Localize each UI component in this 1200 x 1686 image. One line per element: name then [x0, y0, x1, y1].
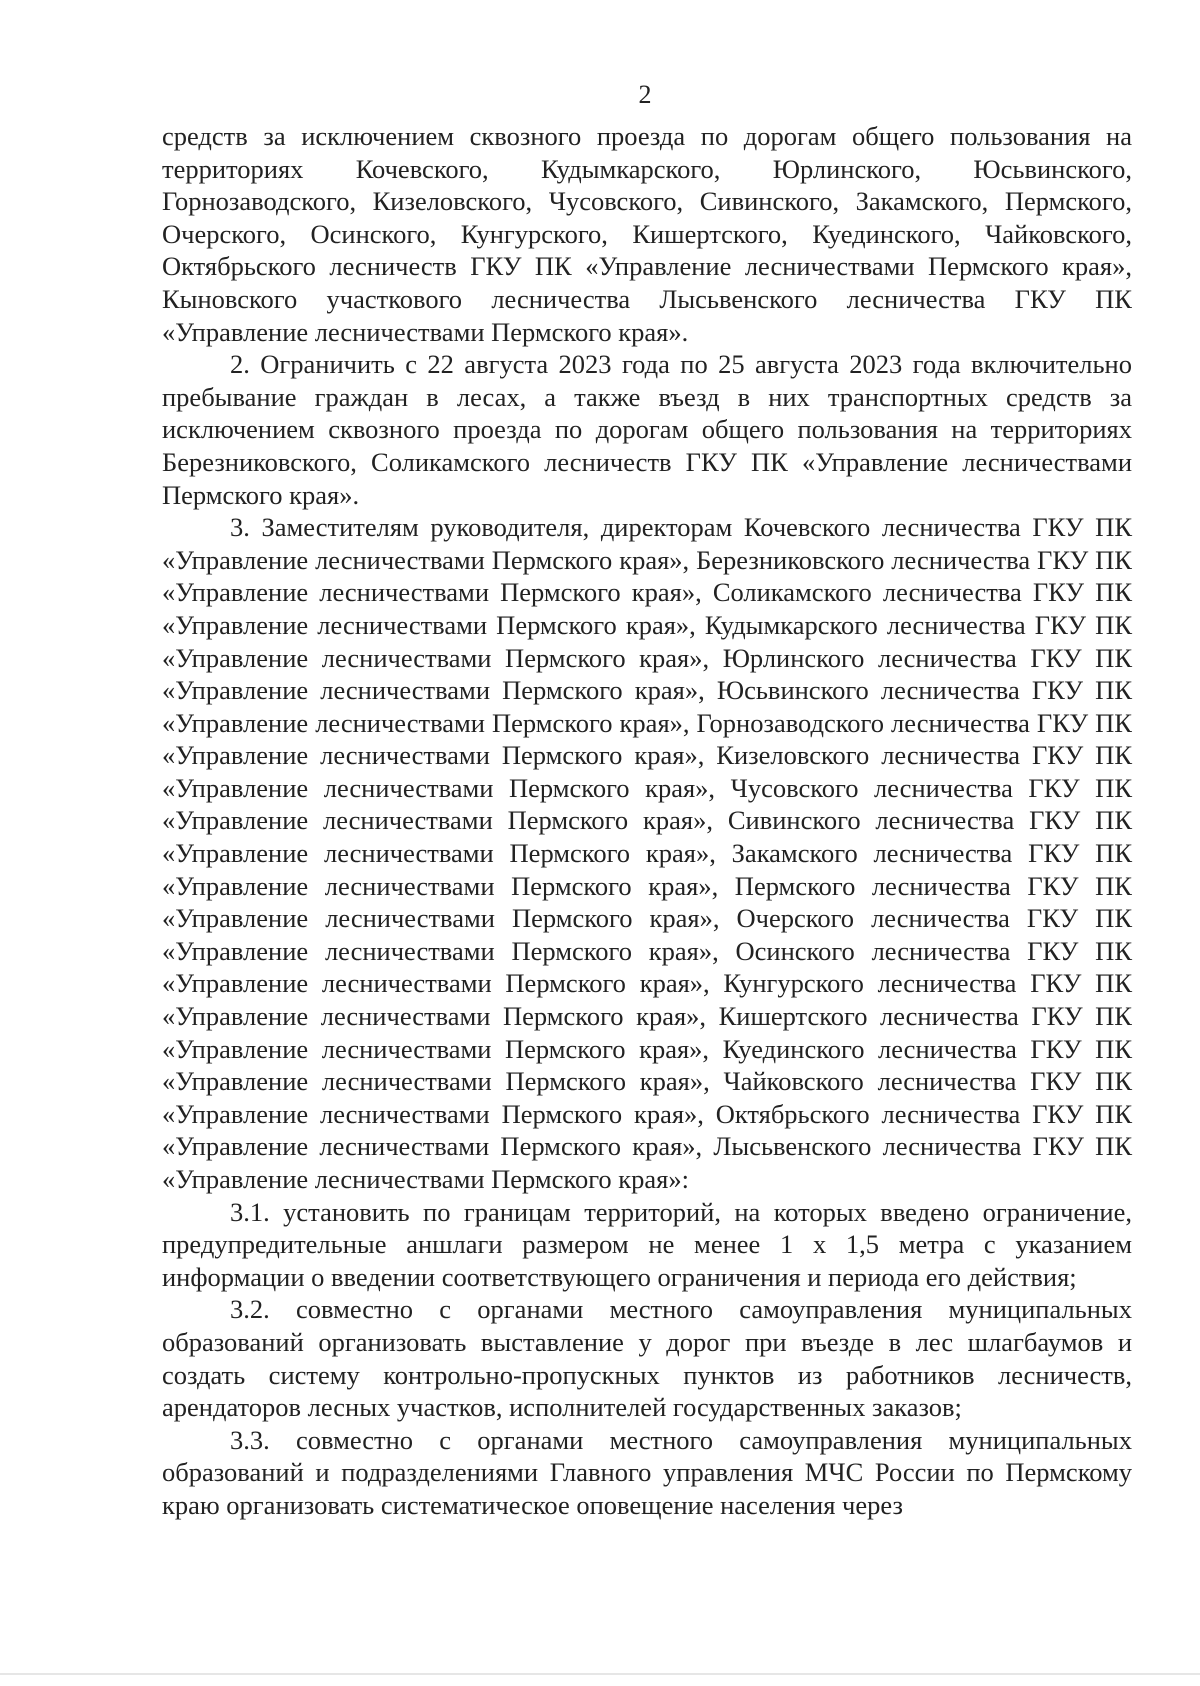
paragraph-item-2: 2. Ограничить с 22 августа 2023 года по 25 августа 2023 года включительно пребывание граждан в лесах, а также въезд в них транспортных средств за исключением сквозного проезда по дорогам общего пользования на территориях Березниковского, Соликамского лесничеств ГКУ ПК «Управление лесничествами Пермского края». [162, 349, 1132, 510]
document-body [162, 120, 1132, 1522]
paragraph-item-3-1: 3.1. установить по границам территорий, на которых введено ограничение, предупредительные аншлаги размером не менее 1 х 1,5 метра с указанием информации о введении соответствующего ограничения и периода его действия; [162, 1196, 1132, 1292]
paragraph-item-3-2: 3.2. совместно с органами местного самоуправления муниципальных образований организовать выставление у дорог при въезде в лес шлагбаумов и создать систему контрольно-пропускных пунктов из работников лесничеств, арендаторов лесных участков, исполнителей государственных заказов; [162, 1294, 1132, 1423]
paragraph-item-3-3: 3.3. совместно с органами местного самоуправления муниципальных образований и подразделениями Главного управления МЧС России по Пермскому краю организовать систематическое оповещение населения через [162, 1424, 1132, 1520]
page-number: 2 [638, 80, 652, 109]
paragraph-item-3: 3. Заместителям руководителя, директорам Кочевского лесничества ГКУ ПК «Управление лесничествами Пермского края», Березниковского лесничества ГКУ ПК «Управление лесничествами Пермского края», Соликамского лесничества ГКУ ПК «Управление лесничествами Пермского края», Кудымкарского лесничества ГКУ ПК «Управление лесничествами Пермского края», Юрлинского лесничества ГКУ ПК «Управление лесничествами Пермского края», Юсьвинского лесничества ГКУ ПК «Управление лесничествами Пермского края», Горнозаводского лесничества ГКУ ПК «Управление лесничествами Пермского края», Кизеловского лесничества ГКУ ПК «Управление лесничествами Пермского края», Чусовского лесничества ГКУ ПК «Управление лесничествами Пермского края», Сивинского лесничества ГКУ ПК «Управление лесничествами Пермского края», Закамского лесничества ГКУ ПК «Управление лесничествами Пермского края», Пермского лесничества ГКУ ПК «Управление лесничествами Пермского края», Очерского лесничества ГКУ ПК «Управление лесничествами Пермского края», Осинского лесничества ГКУ ПК «Управление лесничествами Пермского края», Кунгурского лесничества ГКУ ПК «Управление лесничествами Пермского края», Кишертского лесничества ГКУ ПК «Управление лесничествами Пермского края», Куединского лесничества ГКУ ПК «Управление лесничествами Пермского края», Чайковского лесничества ГКУ ПК «Управление лесничествами Пермского края», Октябрьского лесничества ГКУ ПК «Управление лесничествами Пермского края», Лысьвенского лесничества ГКУ ПК «Управление лесничествами Пермского края»: [162, 512, 1132, 1194]
paragraph-continuation: средств за исключением сквозного проезда по дорогам общего пользования на территориях Кочевского, Кудымкарского, Юрлинского, Юсьвинского, Горнозаводского, Кизеловского, Чусовского, Сивинского, Закамского, Пермского, Очерского, Осинского, Кунгурского, Кишертского, Куединского, Чайковского, Октябрьского лесничеств ГКУ ПК «Управление лесничествами Пермского края», Кыновского участкового лесничества Лысьвенского лесничества ГКУ ПК «Управление лесничествами Пермского края». [162, 121, 1132, 347]
scan-edge-divider [0, 1673, 1200, 1675]
